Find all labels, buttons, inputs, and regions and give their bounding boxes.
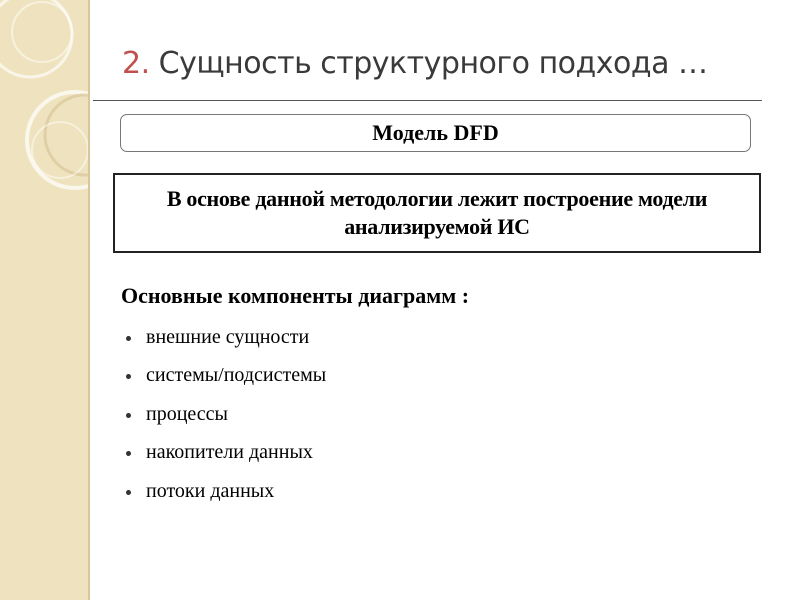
bullet-icon — [126, 336, 131, 341]
model-dfd-box — [120, 114, 751, 152]
decorative-side-panel — [0, 0, 90, 600]
components-list — [126, 318, 326, 511]
slide-title — [122, 46, 708, 81]
bullet-icon — [126, 451, 131, 456]
list-item — [126, 395, 326, 434]
list-item — [126, 318, 326, 357]
list-item-text: процессы — [146, 402, 228, 425]
bullet-icon — [126, 374, 131, 379]
methodology-basis-text: В основе данной методологии лежит построение модели анализируемой ИС — [166, 186, 708, 239]
list-item — [126, 472, 326, 511]
list-item-text: накопители данных — [146, 441, 313, 464]
decorative-circles-graphic — [0, 0, 88, 600]
list-item — [126, 434, 326, 473]
list-item — [126, 357, 326, 396]
slide-title-number: 2. — [122, 46, 150, 81]
list-item-text: системы/подсистемы — [146, 364, 327, 387]
slide-title-text: Сущность структурного подхода … — [158, 46, 708, 81]
methodology-basis-box — [113, 173, 761, 253]
list-item-text: внешние сущности — [146, 325, 310, 348]
bullet-icon — [126, 490, 131, 495]
title-divider — [93, 100, 762, 101]
bullet-icon — [126, 413, 131, 418]
components-heading: Основные компоненты диаграмм : — [121, 283, 470, 308]
model-dfd-label: Модель DFD — [372, 120, 499, 145]
list-item-text: потоки данных — [146, 479, 275, 502]
